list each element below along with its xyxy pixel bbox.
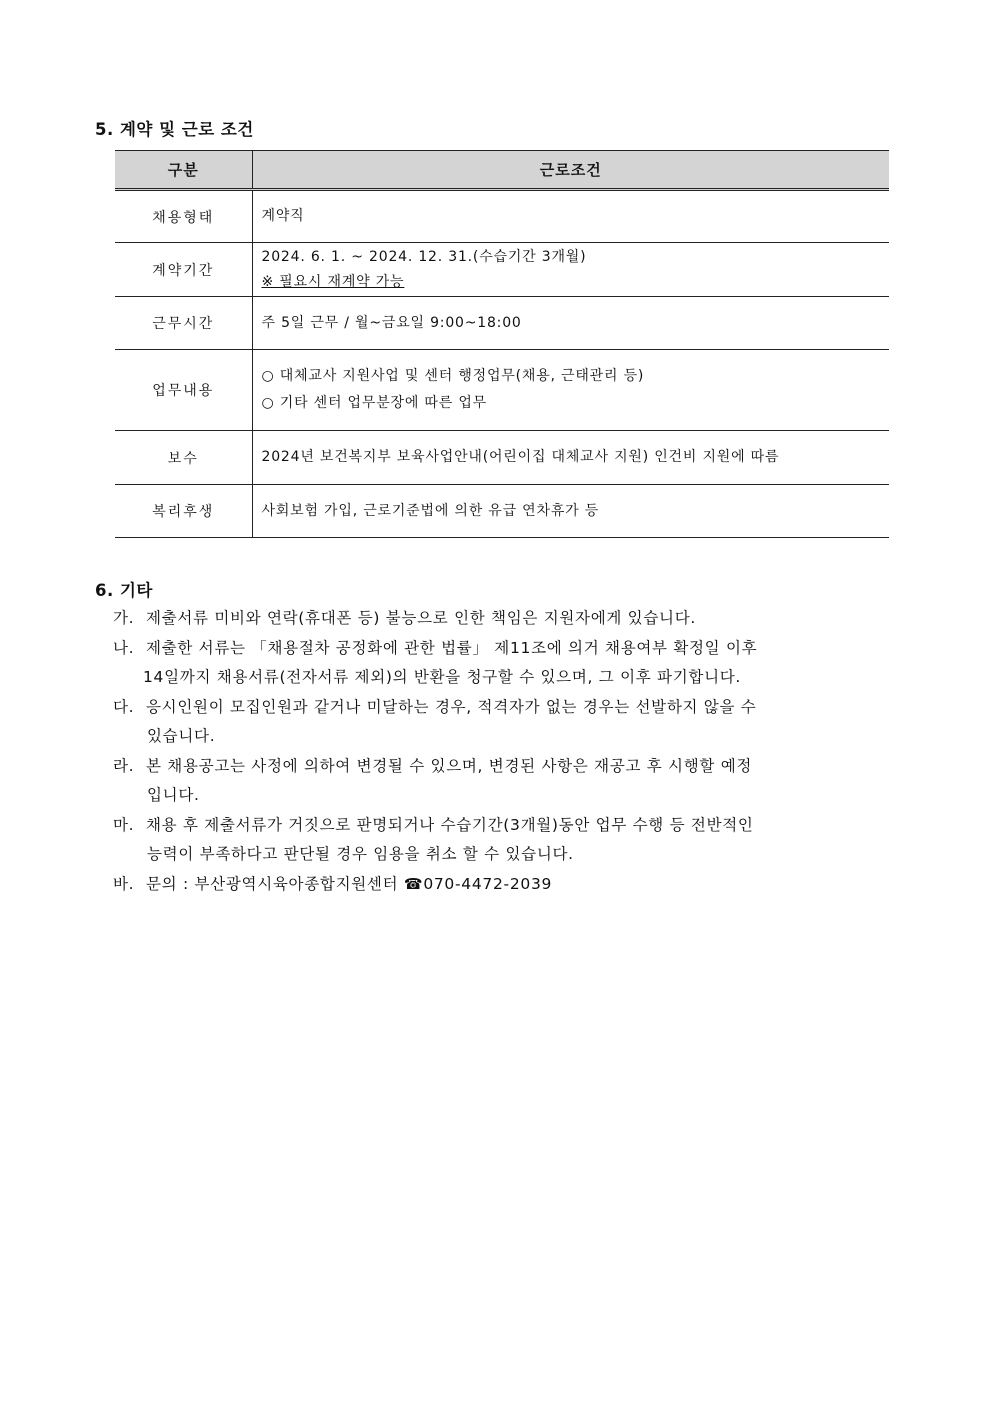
item-text: 본 채용공고는 사정에 의하여 변경될 수 있으며, 변경된 사항은 재공고 후 시행할 예정 — [146, 756, 753, 775]
item-marker: 다. — [113, 697, 135, 716]
item-text-continued: 있습니다. — [147, 727, 216, 745]
row-value-note: ※ 필요시 재계약 가능 — [261, 273, 405, 290]
item-marker: 나. — [113, 638, 135, 657]
contact-phone: 070-4472-2039 — [423, 874, 553, 893]
row-label: 채용형태 — [115, 190, 252, 243]
table-row-working-hours — [115, 297, 889, 350]
item-marker: 가. — [113, 609, 135, 627]
row-label: 업무내용 — [115, 350, 252, 431]
table-row-duties — [115, 350, 889, 431]
section-5-title: 5. 계약 및 근로 조건 — [95, 120, 254, 139]
row-label: 근무시간 — [115, 297, 252, 350]
row-label: 계약기간 — [115, 243, 252, 297]
contact-text: 문의 : 부산광역시육아종합지원센터 — [146, 874, 399, 893]
header-category: 구분 — [115, 151, 252, 190]
table-row-employment-type — [115, 190, 889, 243]
item-text-continued: 입니다. — [147, 786, 200, 804]
list-item — [113, 811, 903, 870]
list-item — [113, 693, 903, 752]
table-header-row — [115, 151, 889, 190]
list-item — [113, 870, 903, 900]
item-text: 제출한 서류는 「채용절차 공정화에 관한 법률」 제11조에 의거 채용여부 확정일 이후 — [146, 638, 758, 657]
row-value-line: ○ 기타 센터 업무분장에 따른 업무 — [261, 395, 487, 411]
table-row-salary — [115, 431, 889, 485]
row-value-line: 2024. 6. 1. ~ 2024. 12. 31.(수습기간 3개월) — [261, 248, 587, 265]
row-value: 주 5일 근무 / 월~금요일 9:00~18:00 — [252, 297, 889, 350]
item-marker: 라. — [113, 756, 135, 775]
item-marker: 마. — [113, 815, 135, 834]
item-text: 제출서류 미비와 연락(휴대폰 등) 불능으로 인한 책임은 지원자에게 있습니다. — [146, 609, 697, 627]
row-value: 사회보험 가입, 근로기준법에 의한 유급 연차휴가 등 — [252, 485, 889, 538]
section-6-title: 6. 기타 — [95, 581, 153, 600]
item-text: 응시인원이 모집인원과 같거나 미달하는 경우, 적격자가 없는 경우는 선발하지 않을 수 — [146, 697, 757, 716]
row-label: 복리후생 — [115, 485, 252, 538]
item-text: 채용 후 제출서류가 거짓으로 판명되거나 수습기간(3개월)동안 업무 수행 등 전반적인 — [146, 815, 754, 834]
header-conditions: 근로조건 — [252, 151, 889, 190]
other-notes-list — [113, 604, 903, 899]
row-value: 계약직 — [252, 190, 889, 243]
list-item — [113, 604, 903, 634]
item-text-continued: 14일까지 채용서류(전자서류 제외)의 반환을 청구할 수 있으며, 그 이후 파기합니다. — [143, 668, 742, 686]
row-value — [252, 243, 889, 297]
row-value — [252, 350, 889, 431]
list-item — [113, 634, 903, 693]
working-conditions-table — [115, 150, 889, 538]
telephone-icon: ☎ — [403, 874, 424, 893]
row-label: 보수 — [115, 431, 252, 485]
item-text-continued: 능력이 부족하다고 판단될 경우 임용을 취소 할 수 있습니다. — [147, 845, 574, 863]
row-value-line: ○ 대체교사 지원사업 및 센터 행정업무(채용, 근태관리 등) — [261, 368, 645, 384]
list-item — [113, 752, 903, 811]
table-row-contract-period — [115, 243, 889, 297]
item-marker: 바. — [113, 874, 135, 893]
table-row-benefits — [115, 485, 889, 538]
row-value: 2024년 보건복지부 보육사업안내(어린이집 대체교사 지원) 인건비 지원에 따름 — [252, 431, 889, 485]
